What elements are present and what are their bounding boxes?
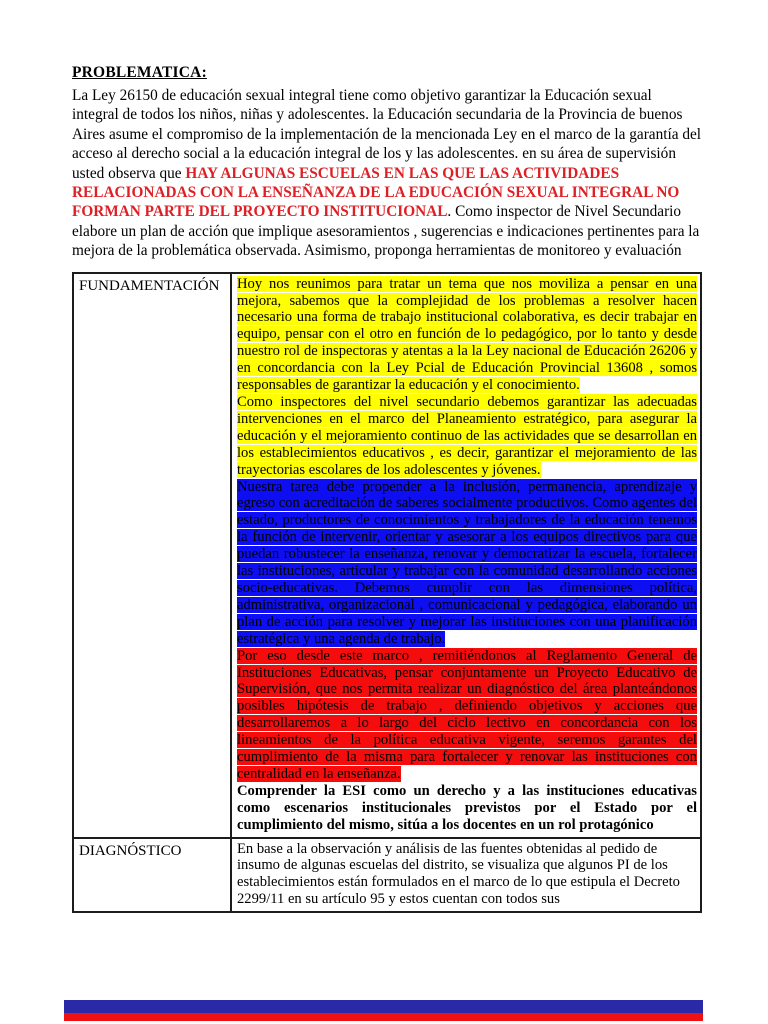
fundamentacion-content-cell bbox=[231, 273, 701, 838]
paragraph-bold-conclusion: Comprender la ESI como un derecho y a las instituciones educativas como escenarios institucionales previstos por el Estado por el cumplimiento del mismo, sitúa a los docentes en un rol protagónico bbox=[237, 782, 697, 833]
red-highlighted-text: Por eso desde este marco , remitiéndonos al Reglamento General de Instituciones Educativas, pensar conjuntamente un Proyecto Educativo de Supervisión, que nos permita realizar un diagnóstico del área planteándonos posibles hipótesis de trabajo , definiendo objetivos y acciones que desarrollaremos a lo largo del ciclo lectivo en concordancia con los lineamientos de la política educativa vigente, seremos garantes del cumplimiento de la misma para fortalecer y renovar las instituciones con centralidad en la enseñanza. bbox=[237, 647, 697, 782]
paragraph-yellow-1 bbox=[237, 276, 697, 394]
diagnostico-content-cell bbox=[231, 838, 701, 913]
next-page-red-highlight-sliver bbox=[64, 1013, 703, 1021]
intro-red-emphasis: HAY ALGUNAS ESCUELAS EN LAS QUE LAS ACTIVIDADES RELACIONADAS CON LA ENSEÑANZA DE LA EDUCACIÓN SEXUAL INTEGRAL NO FORMAN PARTE DEL PROYECTO INSTITUCIONAL bbox=[72, 164, 680, 221]
intro-paragraph bbox=[72, 86, 702, 261]
yellow-highlighted-text-2: Como inspectores del nivel secundario debemos garantizar las adecuadas intervenciones en el marco del Planeamiento estratégico, para asegurar la educación y el mejoramiento continuo de las actividades que se desarrollan en los establecimientos educativos , es decir, garantizar el mejoramiento de las trayectorias escolares de los adolescentes y jóvenes. bbox=[237, 394, 697, 478]
intro-text-part1: La Ley 26150 de educación sexual integral tiene como objetivo garantizar la Educación sexual integral de todos los niños, niñas y adolescentes. la Educación secundaria de la Provincia de buenos Aires asume el compromiso de la implementación de la mencionada Ley en el marco de la garantía del acceso al derecho social a la educación integral de los y las adolescentes. en su área de supervisión usted observa que bbox=[72, 87, 702, 182]
diagnostico-paragraph: En base a la observación y análisis de las fuentes obtenidas al pedido de insumo de algunas escuelas del distrito, se visualiza que algunos PI de los establecimientos están formulados en el marco de lo que estipula el Decreto 2299/11 en su artículo 95 y estos cuentan con todos sus bbox=[237, 840, 680, 908]
row-label-fundamentacion: FUNDAMENTACIÓN bbox=[73, 273, 231, 838]
document-title: PROBLEMATICA: bbox=[72, 64, 207, 81]
paragraph-blue bbox=[237, 479, 697, 648]
paragraph-red bbox=[237, 648, 697, 783]
table-row-diagnostico bbox=[73, 838, 701, 913]
blue-highlighted-text: Nuestra tarea debe propender a la inclusión, permanencia, aprendizaje y egreso con acreditación de saberes socialmente productivos. Como agentes del estado, productores de conocimientos y trabajadores de la educación tenemos la función de intervenir, orientar y asesorar a los equipos directivos para que puedan robustecer la enseñanza, renovar y democratizar la escuela, fortalecer las instituciones, articular y trabajar con la comunidad desarrollando acciones socio-educativas. Debemos cumplir con las dimensiones política, administrativa, organizacional , comunicacional y pedagógica, elaborando un plan de acción para resolver y mejorar las instituciones con una planificación estratégica y una agenda de trabajo. bbox=[237, 478, 697, 647]
yellow-highlighted-text-1: Hoy nos reunimos para tratar un tema que nos moviliza a pensar en una mejora, sabemos que la complejidad de los problemas a resolver hacen necesario una forma de trabajo institucional colaborativa, es decir trabajar en equipo, pensar con el otro en función de lo pedagógico, por lo tanto y desde nuestro rol de inspectoras y atentas a la la Ley nacional de Educación 26206 y en concordancia con la Ley Pcial de Educación Provincial 13608 , somos responsables de garantizar la educación y el conocimiento. bbox=[237, 275, 697, 394]
content-table bbox=[72, 272, 702, 914]
document-page bbox=[72, 64, 702, 913]
row-label-diagnostico: DIAGNÓSTICO bbox=[73, 838, 231, 913]
next-page-blue-highlight-sliver bbox=[64, 1000, 703, 1013]
paragraph-yellow-2 bbox=[237, 394, 697, 479]
intro-text-part2: . Como inspector de Nivel Secundario elabore un plan de acción que implique asesoramientos , sugerencias e indicaciones pertinentes para la mejora de la problemática observada. Asimismo, proponga herramientas de monitoreo y evaluación bbox=[72, 203, 700, 260]
table-row-fundamentacion bbox=[73, 273, 701, 838]
